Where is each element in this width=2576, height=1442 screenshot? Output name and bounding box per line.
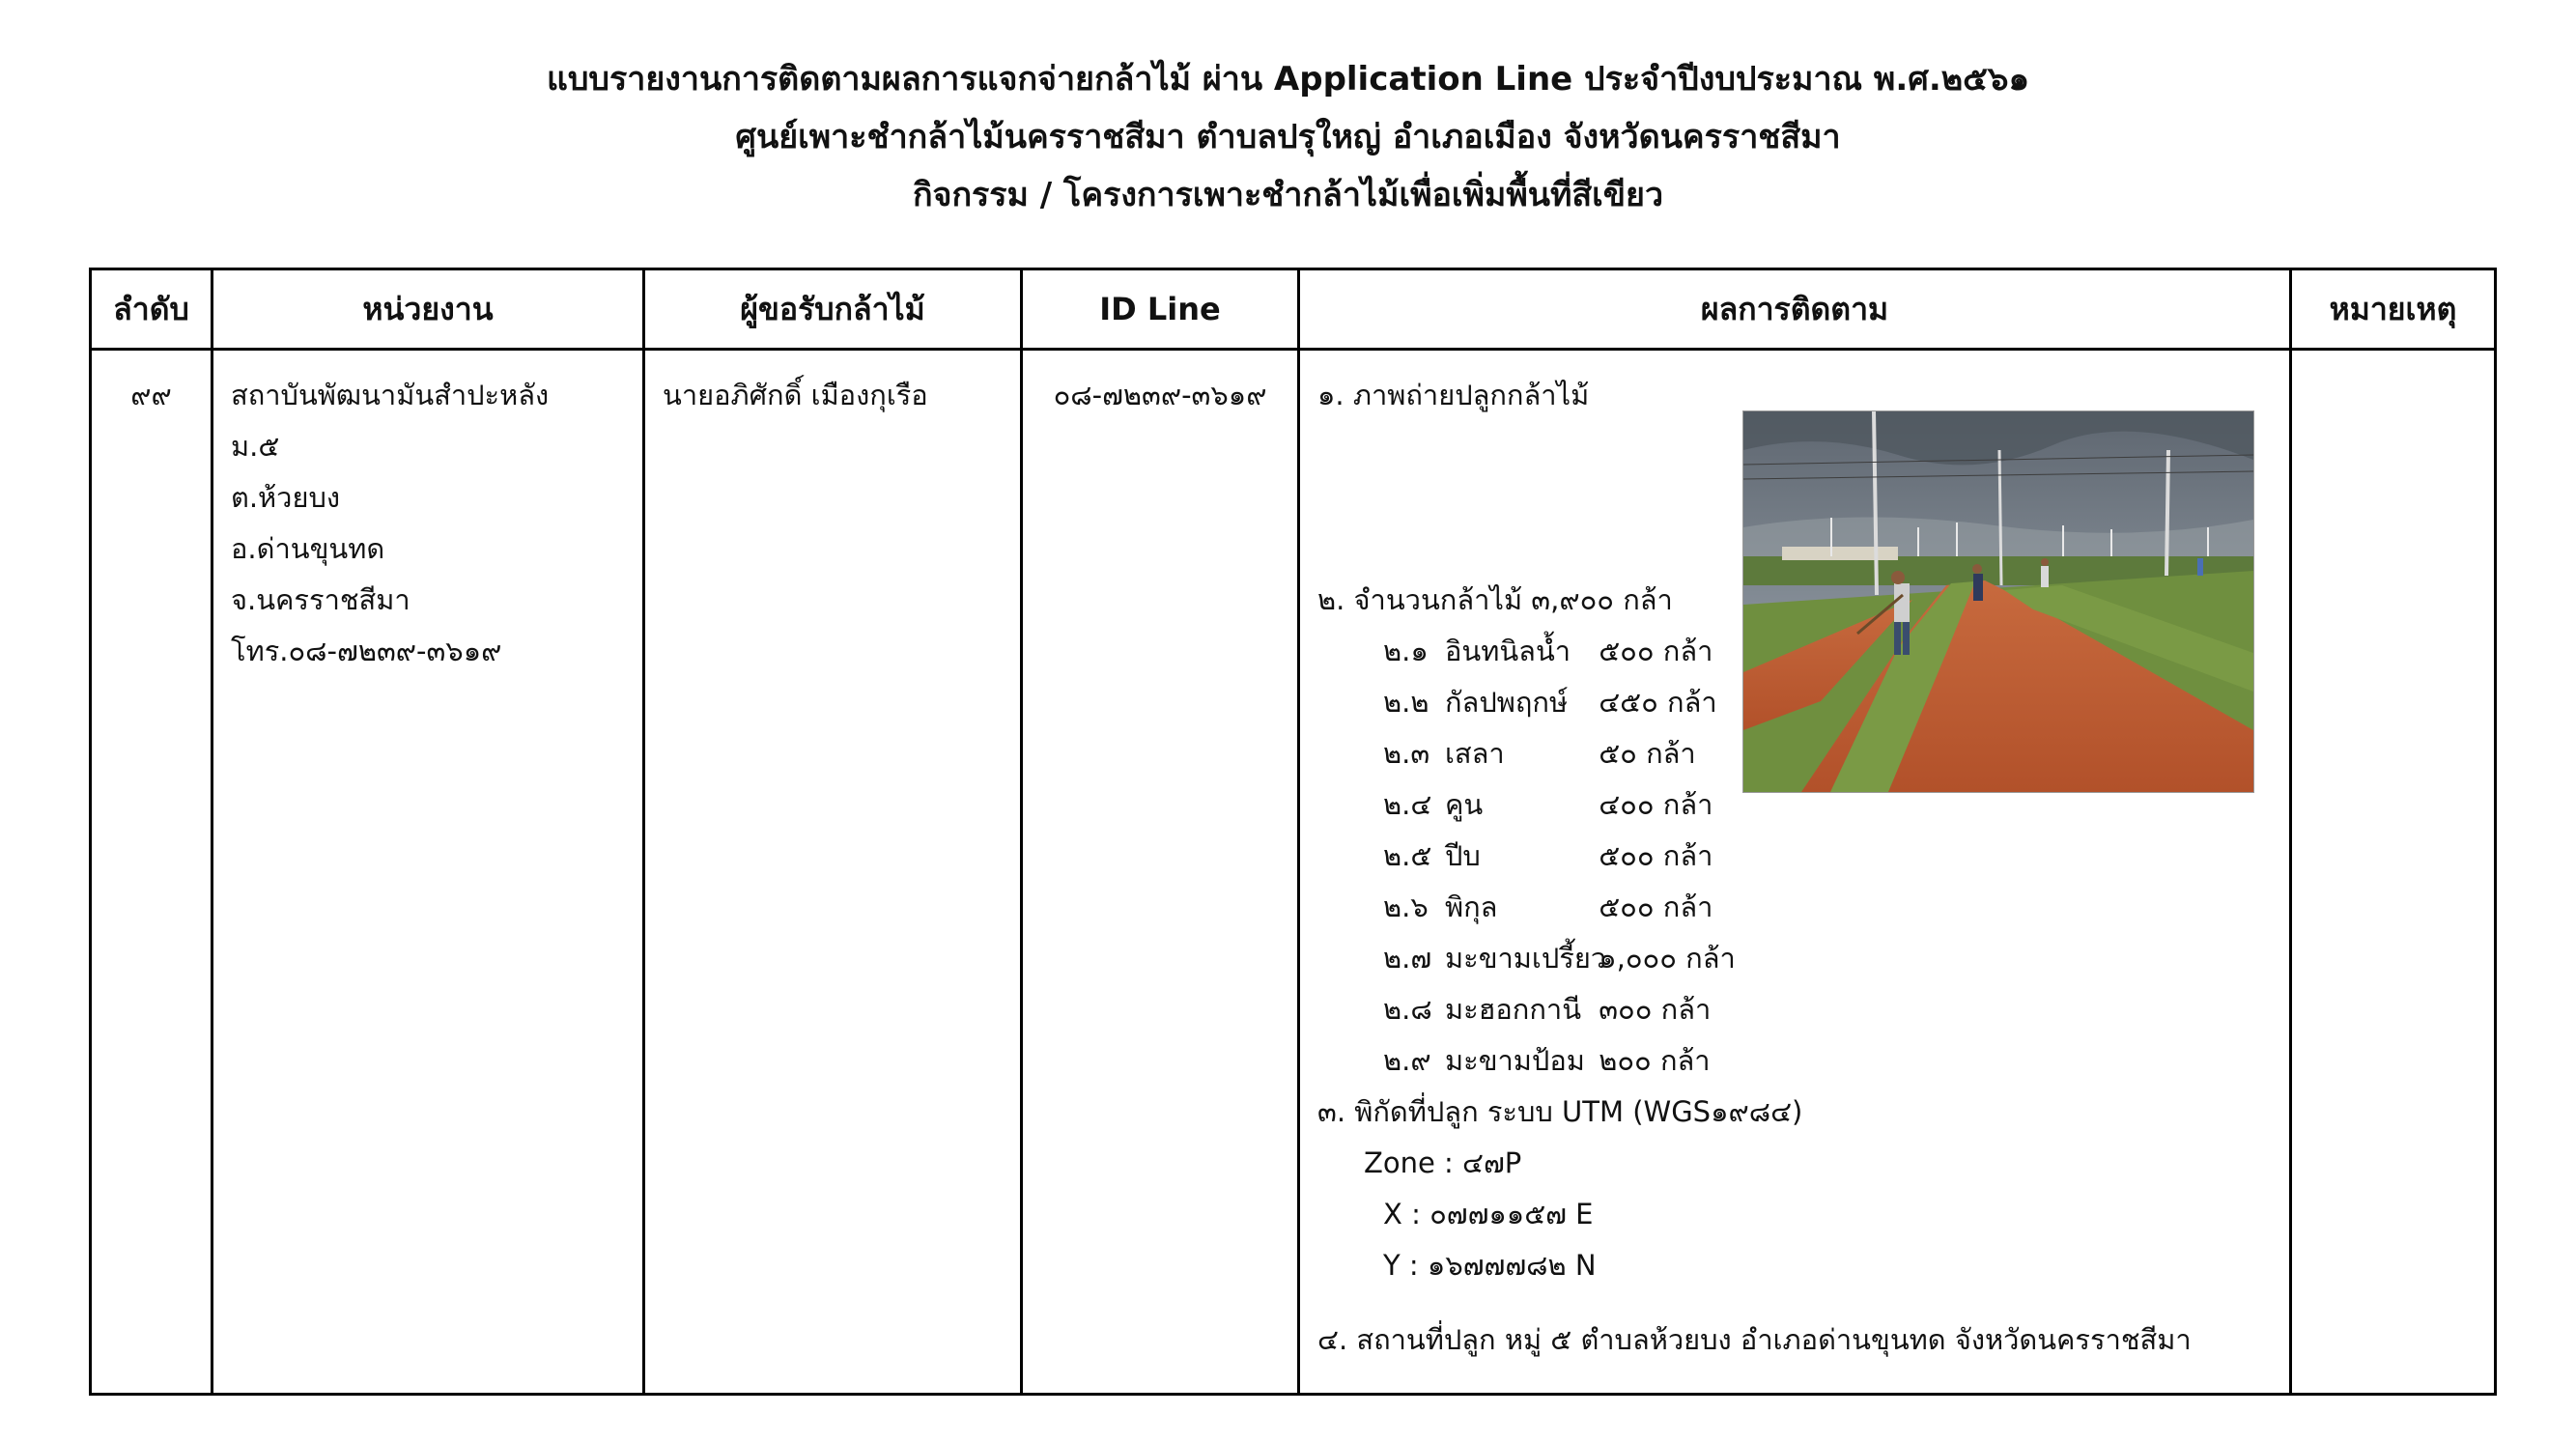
id-line-cell (1022, 350, 1299, 1395)
seedling-item-name: มะขามป้อม (1445, 1044, 1585, 1077)
seedling-item-number: ๒.๖ (1383, 891, 1429, 923)
agency-amphoe: อ.ด่านขุนทด (231, 532, 385, 565)
seedling-item-name: ปีบ (1445, 839, 1481, 872)
planting-location: ๔. สถานที่ปลูก หมู่ ๕ ตำบลห้วยบง อำเภอด่านขุนทด จังหวัดนครราชสีมา (1317, 1323, 2192, 1356)
agency-province: จ.นครราชสีมา (231, 583, 410, 616)
seedling-item-number: ๒.๒ (1383, 686, 1430, 719)
utm-y: Y : ๑๖๗๗๗๘๒ N (1383, 1249, 1597, 1282)
seedling-item-number: ๒.๔ (1383, 788, 1432, 821)
seedling-item-unit: กล้า (1662, 891, 1713, 923)
seedling-item-qty: ๔๐๐ (1599, 788, 1655, 821)
seedling-item-number: ๒.๘ (1383, 993, 1432, 1026)
report-table (89, 268, 2497, 1396)
seedling-item-name: อินทนิลน้ำ (1445, 635, 1571, 667)
report-header (0, 50, 2576, 224)
seedling-count-heading: ๒. จำนวนกล้าไม้ ๓,๙๐๐ กล้า (1317, 583, 1673, 616)
seedling-item-qty: ๕๐๐ (1599, 839, 1655, 872)
seedling-item-number: ๒.๕ (1383, 839, 1432, 872)
seedling-item (1317, 984, 2272, 1035)
result-content (1317, 370, 2272, 1393)
agency-tambon: ต.ห้วยบง (231, 481, 341, 514)
report-subtitle-center: ศูนย์เพาะชำกล้าไม้นครราชสีมา ตำบลปรุใหญ่ อำเภอเมือง จังหวัดนครราชสีมา (735, 118, 1841, 156)
report-title: แบบรายงานการติดตามผลการแจกจ่ายกล้าไม้ ผ่าน Application Line ประจำปีงบประมาณ พ.ศ.๒๕๖๑ (546, 60, 2030, 99)
agency-cell (212, 350, 644, 1395)
seedling-item-name: คูน (1445, 788, 1484, 821)
agency-moo: ม.๕ (231, 430, 280, 463)
seedling-item-qty: ๕๐๐ (1599, 635, 1655, 667)
seedling-item-number: ๒.๑ (1383, 635, 1429, 667)
utm-zone: Zone : ๔๗P (1364, 1146, 1522, 1179)
table-row (91, 350, 2496, 1395)
planting-photo (1742, 410, 2254, 793)
seedling-item-unit: กล้า (1662, 788, 1713, 821)
column-header-requester: ผู้ขอรับกล้าไม้ (644, 269, 1022, 350)
seedling-item-name: กัลปพฤกษ์ (1445, 686, 1569, 719)
seedling-item-qty: ๕๐๐ (1599, 891, 1655, 923)
seedling-item-qty: ๓๐๐ (1599, 993, 1653, 1026)
seedling-item-name: มะฮอกกานี (1445, 993, 1582, 1026)
planting-photo-image (1743, 411, 2253, 792)
photo-heading: ๑. ภาพถ่ายปลูกกล้าไม้ (1317, 379, 1590, 411)
seedling-item-qty: ๔๕๐ (1599, 686, 1658, 719)
seedling-item-unit: กล้า (1659, 1044, 1711, 1077)
agency-phone: โทร.๐๘-๗๒๓๙-๓๖๑๙ (231, 635, 502, 667)
seedling-item (1317, 1035, 2272, 1087)
seedling-item (1317, 831, 2272, 882)
seedling-item-name: เสลา (1445, 737, 1505, 770)
row-number: ๙๙ (91, 350, 212, 1395)
seedling-item (1317, 933, 2272, 984)
column-header-result: ผลการติดตาม (1299, 269, 2291, 350)
seedling-item (1317, 882, 2272, 933)
seedling-item-unit: กล้า (1685, 942, 1736, 975)
column-header-remark: หมายเหตุ (2291, 269, 2496, 350)
seedling-item-qty: ๒๐๐ (1599, 1044, 1652, 1077)
seedling-item-qty: ๑,๐๐๐ (1599, 942, 1677, 975)
report-subtitle-project: กิจกรรม / โครงการเพาะชำกล้าไม้เพื่อเพิ่มพื้นที่สีเขียว (912, 176, 1664, 214)
seedling-item-unit: กล้า (1646, 737, 1696, 770)
agency-name: สถาบันพัฒนามันสำปะหลัง (231, 379, 550, 411)
seedling-item-number: ๒.๓ (1383, 737, 1430, 770)
requester-name: นายอภิศักดิ์ เมืองกุเรือ (663, 379, 928, 411)
seedling-item-unit: กล้า (1667, 686, 1717, 719)
seedling-item-unit: กล้า (1662, 635, 1713, 667)
requester-cell (644, 350, 1022, 1395)
id-line-value: ๐๘-๗๒๓๙-๓๖๑๙ (1053, 379, 1267, 411)
table-header-row (91, 269, 2496, 350)
seedling-item-qty: ๕๐ (1599, 737, 1637, 770)
seedling-item-unit: กล้า (1660, 993, 1712, 1026)
seedling-item-number: ๒.๙ (1383, 1044, 1431, 1077)
result-cell (1299, 350, 2291, 1395)
seedling-item-name: พิกุล (1445, 891, 1498, 923)
seedling-item-name: มะขามเปรี้ยว (1445, 942, 1607, 975)
coordinate-heading: ๓. พิกัดที่ปลูก ระบบ UTM (WGS๑๙๘๔) (1317, 1095, 1803, 1128)
column-header-no: ลำดับ (91, 269, 212, 350)
remark-cell (2291, 350, 2496, 1395)
seedling-item-unit: กล้า (1662, 839, 1713, 872)
seedling-item-number: ๒.๗ (1383, 942, 1432, 975)
utm-x: X : ๐๗๗๑๑๕๗ E (1383, 1198, 1594, 1230)
column-header-id-line: ID Line (1022, 269, 1299, 350)
column-header-agency: หน่วยงาน (212, 269, 644, 350)
